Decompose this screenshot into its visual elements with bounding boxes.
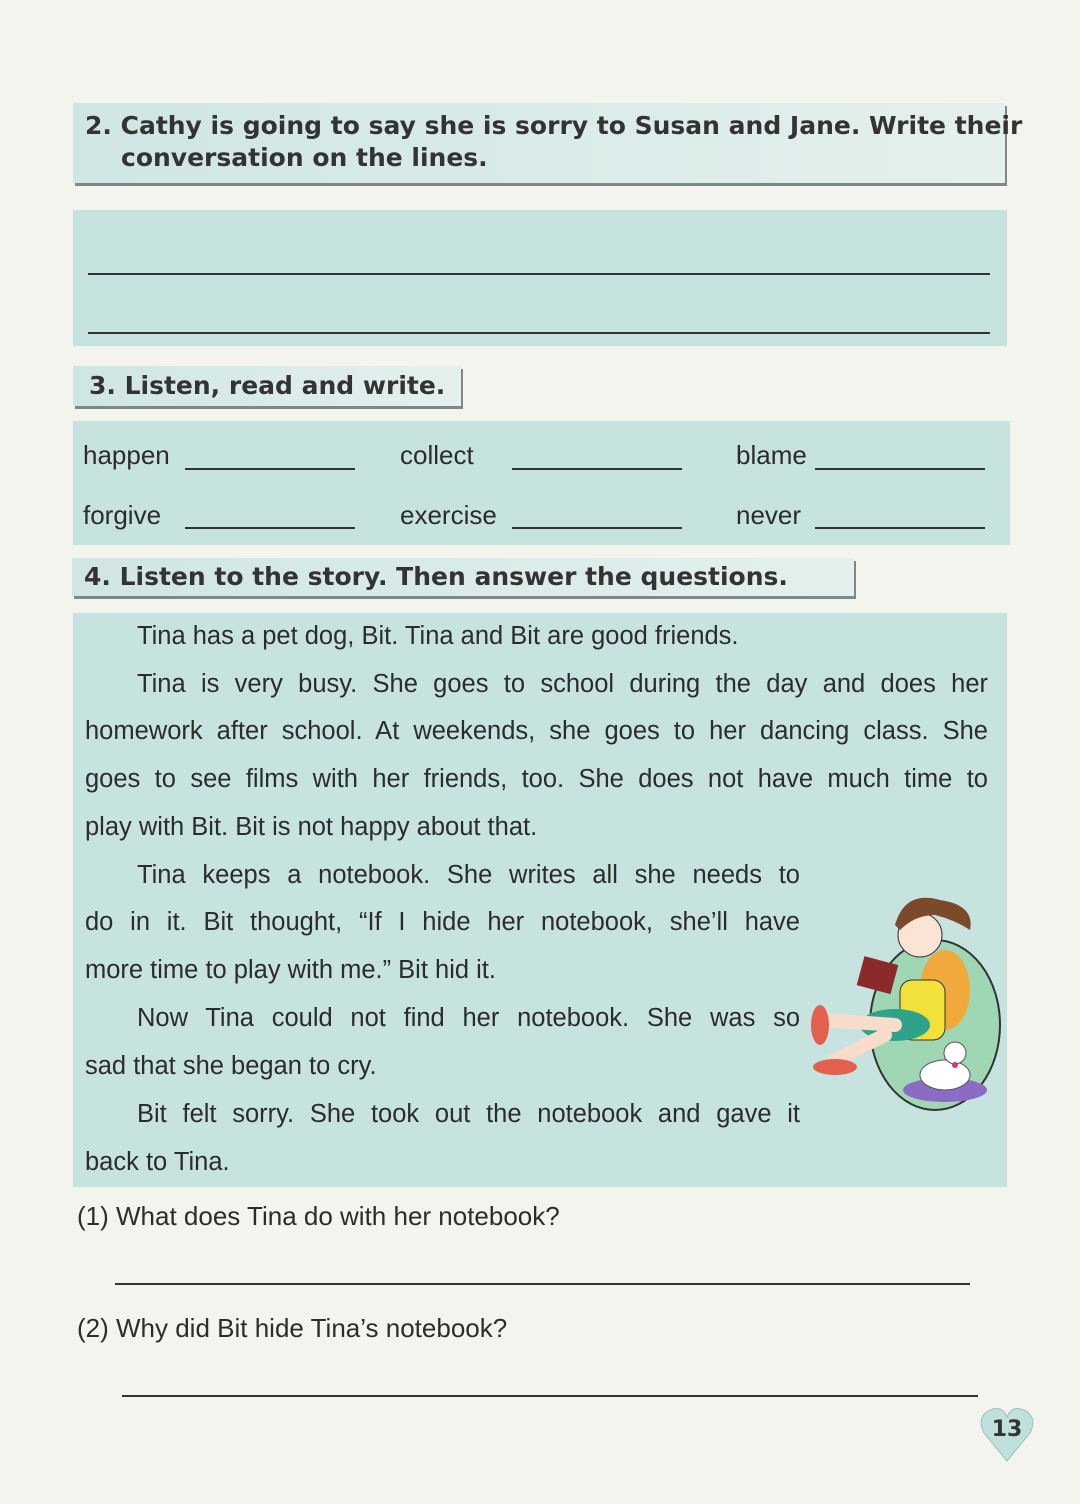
story-line: goes to see films with her friends, too. She does not have much time to xyxy=(85,765,988,793)
answer-line[interactable] xyxy=(88,273,990,275)
story-line: sad that she began to cry. xyxy=(85,1052,377,1080)
question-1: (1) What does Tina do with her notebook? xyxy=(77,1201,560,1231)
section-2-title: 2. Cathy is going to say she is sorry to Susan and Jane. Write their xyxy=(85,111,1023,140)
word-exercise: exercise xyxy=(400,500,497,530)
story-line: Tina has a pet dog, Bit. Tina and Bit are good friends. xyxy=(137,622,739,650)
answer-line[interactable] xyxy=(815,527,985,529)
story-line: back to Tina. xyxy=(85,1148,230,1176)
page-number-badge xyxy=(980,1405,1034,1463)
answer-line[interactable] xyxy=(122,1395,978,1397)
word-blame: blame xyxy=(736,440,807,470)
story-line: play with Bit. Bit is not happy about that. xyxy=(85,813,538,841)
word-never: never xyxy=(736,500,802,530)
answer-line[interactable] xyxy=(815,468,985,470)
section-2-header xyxy=(73,103,1023,183)
section-2-title-cont: conversation on the lines. xyxy=(121,143,488,172)
answer-line[interactable] xyxy=(115,1283,970,1285)
story-line: Bit felt sorry. She took out the notebook and gave it xyxy=(137,1100,800,1128)
story-line: Tina keeps a notebook. She writes all she needs to xyxy=(137,861,800,889)
story-line: do in it. Bit thought, “If I hide her notebook, she’ll have xyxy=(85,908,800,936)
section-4-title: 4. Listen to the story. Then answer the questions. xyxy=(84,562,788,591)
answer-line[interactable] xyxy=(512,527,682,529)
answer-panel-2 xyxy=(73,210,1007,346)
story-line: Now Tina could not find her notebook. She was so xyxy=(137,1004,800,1032)
section-3-title: 3. Listen, read and write. xyxy=(89,371,446,400)
question-2: (2) Why did Bit hide Tina’s notebook? xyxy=(77,1313,508,1343)
answer-line[interactable] xyxy=(88,332,990,334)
page-number: 13 xyxy=(991,1417,1023,1442)
story-line: more time to play with me.” Bit hid it. xyxy=(85,956,496,984)
answer-line[interactable] xyxy=(185,468,355,470)
word-forgive: forgive xyxy=(83,500,162,530)
section-3-header xyxy=(73,366,461,406)
answer-line[interactable] xyxy=(185,527,355,529)
answer-line[interactable] xyxy=(512,468,682,470)
section-4-header xyxy=(72,558,854,596)
girl-reading-illustration xyxy=(805,885,1005,1115)
story-line: homework after school. At weekends, she goes to her dancing class. She xyxy=(85,717,988,745)
story-line: Tina is very busy. She goes to school during the day and does her xyxy=(137,670,988,698)
word-collect: collect xyxy=(400,440,474,470)
word-happen: happen xyxy=(83,440,170,470)
